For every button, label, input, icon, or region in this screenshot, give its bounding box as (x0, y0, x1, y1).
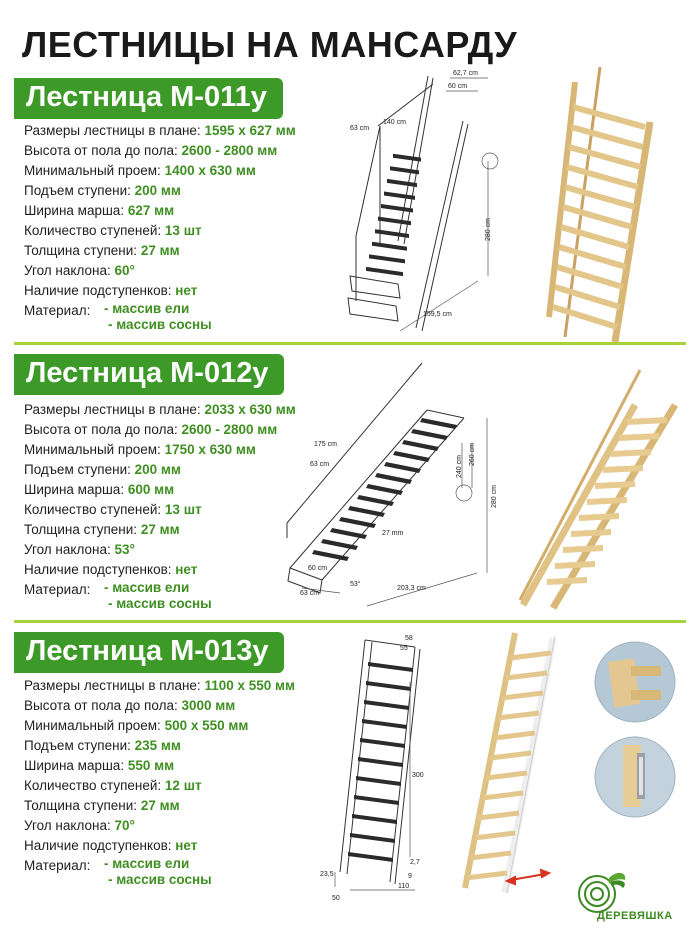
spec-label: Наличие подступенков: (24, 562, 172, 577)
dimension-label: 23,5 (320, 871, 334, 878)
spec-value: 2600 - 2800 мм (181, 422, 278, 437)
material-item: - массив ели (104, 580, 190, 595)
spec-label: Толщина ступени: (24, 798, 138, 813)
spec-value: 13 шт (164, 502, 202, 517)
spec-label: Количество ступеней: (24, 502, 162, 517)
spec-row (24, 520, 296, 540)
dimension-label: 60 cm (448, 83, 468, 90)
drawing-steps (366, 154, 421, 276)
spec-label: Подъем ступени: (24, 462, 131, 477)
spec-label: Наличие подступенков: (24, 283, 172, 298)
spec-label: Ширина марша: (24, 203, 125, 218)
dimension-label: 280 cm (491, 485, 498, 508)
spec-list (24, 121, 296, 337)
technical-drawing (282, 348, 507, 610)
spec-row (24, 540, 296, 560)
spec-value: 70° (114, 818, 135, 833)
spec-value: 235 мм (134, 738, 181, 753)
spec-row (24, 121, 296, 141)
dimension-label: 110 (398, 883, 410, 890)
section-divider (14, 620, 686, 623)
dimension-label: 240 cm (456, 455, 463, 478)
dimension-label: 2,7 (410, 859, 420, 866)
material-label: Материал: (24, 303, 91, 318)
spec-row (24, 836, 295, 856)
stair-photo (545, 62, 665, 347)
spec-list (24, 400, 296, 616)
material-list (104, 856, 212, 888)
width-arrow (507, 870, 549, 884)
dimension-label: 300 (412, 772, 424, 779)
spec-row (24, 696, 295, 716)
material-item: - массив ели (104, 856, 190, 871)
spec-label: Размеры лестницы в плане: (24, 402, 201, 417)
section-divider (14, 342, 686, 345)
material-row (24, 856, 295, 892)
spec-value: 27 мм (140, 243, 180, 258)
spec-label: Высота от пола до пола: (24, 422, 178, 437)
spec-label: Количество ступеней: (24, 223, 162, 238)
spec-value: 53° (114, 542, 135, 557)
spec-label: Минимальный проем: (24, 442, 161, 457)
spec-label: Наличие подступенков: (24, 838, 172, 853)
spec-row (24, 201, 296, 221)
spec-row (24, 161, 296, 181)
dimension-label: 260 cm (469, 443, 476, 466)
dimension-label: 280 cm (485, 218, 492, 241)
spec-list (24, 676, 295, 892)
spec-value: 627 мм (127, 203, 175, 218)
stair-photo (455, 628, 575, 898)
spec-row (24, 440, 296, 460)
spec-row (24, 736, 295, 756)
spec-row (24, 480, 296, 500)
material-item: - массив сосны (108, 317, 212, 332)
spec-value: 600 мм (127, 482, 175, 497)
spec-row (24, 420, 296, 440)
spec-value: 2033 х 630 мм (204, 402, 296, 417)
dimension-label: 58 (405, 635, 413, 642)
material-item: - массив сосны (108, 872, 212, 887)
spec-value: 2600 - 2800 мм (181, 143, 278, 158)
dimension-label: 27 mm (382, 530, 404, 537)
material-label: Материал: (24, 582, 91, 597)
spec-value: 27 мм (140, 522, 180, 537)
dimension-label: 159,5 cm (423, 311, 452, 318)
spec-row (24, 560, 296, 580)
spec-value: 27 мм (140, 798, 180, 813)
dimension-label: 140 cm (383, 119, 406, 126)
spec-label: Угол наклона: (24, 818, 111, 833)
spec-row (24, 261, 296, 281)
material-list (104, 580, 212, 612)
spec-label: Размеры лестницы в плане: (24, 123, 201, 138)
spec-row (24, 181, 296, 201)
dimension-label: 203,3 cm (397, 585, 426, 592)
material-list (104, 301, 212, 333)
spec-row (24, 676, 295, 696)
dimension-label: 63 cm (350, 125, 370, 132)
spec-row (24, 500, 296, 520)
dimension-label: 62,7 cm (453, 70, 478, 77)
spec-value: 200 мм (134, 462, 181, 477)
spec-value: нет (175, 838, 198, 853)
spec-value: нет (175, 283, 198, 298)
dimension-label: 63 cm (300, 590, 320, 597)
material-row (24, 301, 296, 337)
spec-value: 200 мм (134, 183, 181, 198)
spec-value: 1750 х 630 мм (164, 442, 256, 457)
dimension-label: 53° (350, 581, 361, 588)
dimension-label: 50 (332, 895, 340, 902)
spec-label: Высота от пола до пола: (24, 698, 178, 713)
spec-value: 12 шт (164, 778, 202, 793)
spec-label: Минимальный проем: (24, 718, 161, 733)
spec-label: Угол наклона: (24, 542, 111, 557)
spec-label: Минимальный проем: (24, 163, 161, 178)
spec-row (24, 281, 296, 301)
spec-value: 500 х 550 мм (164, 718, 249, 733)
dimension-label: 60 cm (308, 565, 328, 572)
technical-drawing (320, 632, 430, 902)
spec-value: 60° (114, 263, 135, 278)
spec-row (24, 776, 295, 796)
spec-label: Ширина марша: (24, 482, 125, 497)
spec-value: 550 мм (127, 758, 175, 773)
spec-label: Размеры лестницы в плане: (24, 678, 201, 693)
detail-photo-bottom (593, 735, 677, 819)
spec-row (24, 716, 295, 736)
spec-row (24, 241, 296, 261)
brand-logo (565, 870, 645, 914)
drawing-steps (312, 418, 457, 561)
spec-value: 1400 х 630 мм (164, 163, 256, 178)
product-banner: Лестница М-013у (14, 632, 284, 673)
detail-photo-top (593, 640, 677, 724)
material-row (24, 580, 296, 616)
spec-row (24, 221, 296, 241)
dimension-label: 55 (400, 645, 408, 652)
spec-value: нет (175, 562, 198, 577)
spec-label: Подъем ступени: (24, 183, 131, 198)
spec-row (24, 460, 296, 480)
material-label: Материал: (24, 858, 91, 873)
spec-label: Угол наклона: (24, 263, 111, 278)
spec-label: Высота от пола до пола: (24, 143, 178, 158)
material-item: - массив сосны (108, 596, 212, 611)
spec-value: 13 шт (164, 223, 202, 238)
spec-value: 1100 х 550 мм (204, 678, 295, 693)
spec-row (24, 141, 296, 161)
spec-value: 1595 х 627 мм (204, 123, 296, 138)
spec-row (24, 816, 295, 836)
stair-photo (515, 350, 685, 610)
page-title: ЛЕСТНИЦЫ НА МАНСАРДУ (22, 24, 518, 65)
product-banner: Лестница М-012у (14, 354, 284, 395)
spec-label: Ширина марша: (24, 758, 125, 773)
brand-logo-text: ДЕРЕВЯШКА (597, 910, 673, 922)
spec-row (24, 400, 296, 420)
spec-row (24, 756, 295, 776)
spec-label: Количество ступеней: (24, 778, 162, 793)
spec-value: 3000 мм (181, 698, 236, 713)
dimension-label: 9 (408, 873, 412, 880)
dimension-label: 175 cm (314, 441, 337, 448)
spec-label: Подъем ступени: (24, 738, 131, 753)
dimension-label: 63 cm (310, 461, 330, 468)
product-banner: Лестница М-011у (14, 78, 283, 119)
material-item: - массив ели (104, 301, 190, 316)
spec-label: Толщина ступени: (24, 243, 138, 258)
technical-drawing (338, 66, 503, 341)
spec-row (24, 796, 295, 816)
spec-label: Толщина ступени: (24, 522, 138, 537)
